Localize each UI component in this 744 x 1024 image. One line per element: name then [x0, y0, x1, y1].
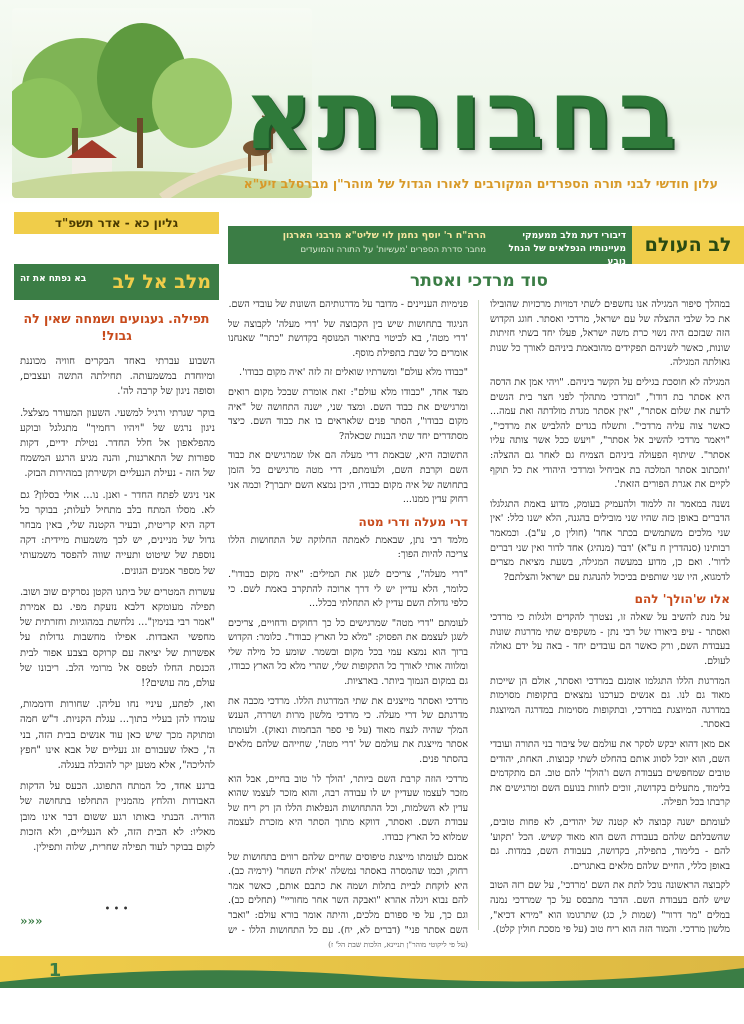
- article-paragraph: לעומתם "דרי מטה" שמרגישים כל כך רחוקים ודחויים, צריכים לשגן לעצמם את הפסוק: "מלא כל הארץ כבודו". כלומר: הקדוש ברוך הוא נמצא עמי בכל מקום ובשמר. שומע כל מילה שלי ומלווה אותי לאורך כל התקופות שלי, שהרי מלא כל הארץ כבודו, גם במקום הנמוך ביותר. בארציות.: [228, 617, 468, 688]
- article-paragraph: נשנה במאמר זה ללמוד ולהעמיק בעומק, מדוע באמת התגלגלו הדברים באופן כזה שהיו שני מובילים בהגנה, הלא ישנו כלל: 'אין שני מלכים משתמשים בכתר אחד' (חולין ס, ע"ב). וכמאמר רבותינו (סנהדרין ח ע"א) 'דבר (מנהיג) אחד לדור ואין שני דברים לדור'. ואם כן, מדוע במעשה המגילה, בשעת מציאת מצרים לדמגוא, היו שני שותפים בכיכול להנהגת עם ישראל והצלתם?: [490, 498, 730, 583]
- section-heading: דרי מעלה ודרי מטה: [358, 514, 468, 529]
- side-paragraph: עשרות המטרים של ביתנו הקטן נסרקים שוב ושוב. תפילה מעומקא דלבא נזעקת מפי. גם אמירת "אמר רבי בנימין"... נלחשת במהוגיות וחזרתית של מחפשי האבדות. אפילו מחשבות גדולות על אפשרות של יציאה עם קרוקס בצבע אפור לבית הכנסת החלו לטפס אל מרומי הלב. ריבונו של עולם, מה עושים?!: [20, 586, 215, 690]
- article-paragraph: "כבודו מלא עולם" ומשרתיו שואלים זה לזה 'איה מקום כבודו'.: [239, 367, 468, 379]
- column-divider: [478, 300, 479, 930]
- masthead-subtitle: עלון חודשי לבני תורה הספרדים המקורבים לאורו הגדול של מוהר"ן מברסלב זיע"א: [243, 176, 718, 191]
- side-story-body: [20, 354, 215, 904]
- article-paragraph: פנימיות העניינים - מדובר על מדרגותיהם השונות של עובדי השם.: [228, 299, 468, 310]
- article-paragraph: מרדכי ואסתר מייצגים את שתי המדרגות הללו. מרדכי מכבה את מדרגתם של דרי מעלה. כי מרדכי מלשון מרות ושררה, הענש המלך שהיה לנצח מאוד (על פי ספר הבחמות ונאוק). ולעומתו אסתר מייצגת את עולמם של 'דרי מטה', שחייהם שלהם מלאים בהסתר פנים.: [228, 695, 468, 766]
- masthead-header: [0, 0, 744, 205]
- author-subtitle: מחבר סדרת הספרים 'מעשיות' על התורה והמועדים: [300, 245, 486, 255]
- masthead-title: בחבורתא: [243, 59, 681, 171]
- article-paragraph: לקבוצה הראשונה נוכל לתת את השם 'מרדכי', על שם רזה הטוב שיש להם בעבודת השם. הדבר מתבסס על כך שמרדכי נמנה במלים "מר דרור" (שמות ל, כג) שתרגומו הוא "מירא דכיא", מלשון מרדכי. והמור הזה הוא ריח טוב (על פי מסכת חולין קלט).: [490, 880, 730, 936]
- side-column-title: מלב אל לב: [112, 271, 211, 293]
- lev-haolam-author: [236, 229, 486, 257]
- article-paragraph: המדרגות הללו התגלמו אומנם במרדכי ואסתר, אולם הן שייכות מאוד גם לנו. גם אנשים כערכנו נמצאים בתקופות מסוימות במדרגה המיוצגת במרדכי, ובתקופות מסוימות במדרגה המיוצגת באסתר.: [490, 675, 730, 731]
- article-paragraph: אמנם לעומתו מייצגת טיפוסים שחיים שלהם רווים בתחושות של רחוק, וכמו שהמסרה באסתר נמשלה 'אילת השחר' (ירמיה כב). היא לוקחת לביית בתלות ושמה את כתבם אותם, כאשר אמר להם נבוא ויגלה אהרא "ואבקה השר אחר מחוריי" (תחלים כב). וגם כך, על פי ספורם מלכים, והיתה אומר בורא עולם: "ואבר השם אסתר פני" (דברים לא, יח). עם כל התחושות הללו - יש: [228, 851, 468, 936]
- continue-arrows: «««: [20, 914, 43, 928]
- side-paragraph: אני ניגש לפתח החדר - ואנן. נו... אולי בסלון? גם לא. מסלו המתח בלב מתחיל לעלות; בבוקר כל דקה היא קריטית, ובעיר הקטנה שלי, באין מבחר גדול של מניינים, יש לכך משמעות מיידית: דקה נוספת של שיטוט ותעייה שווה להפסד משמעותי של מספר אמנים הגונים.: [20, 489, 215, 577]
- lev-haolam-bar: [228, 226, 744, 267]
- article-column-left: [228, 298, 468, 938]
- article-column-right: [490, 298, 730, 938]
- article-paragraph: מלמד רבי נתן, שבאמת לאמתה החלוקה של התחושות הללו צריכה להיות הפוך:: [228, 534, 468, 561]
- side-column-header: [14, 264, 219, 300]
- article-paragraph: התשובה היא, שבאמת דרי מעלה הם אלו שמרגישים את כבוד השם וקרבת השם, ולעומתם, דרי מטה מרגישים כל הזמן בתחושה של איה מקום כבודו, היכן נמצא השם יתברך? וכמה אני רחוק עדין ממנו...: [228, 450, 468, 506]
- article-paragraph: מצד אחד, "כבודו מלא עולם": זאת אומרת שבכל מקום רואים ומרגישים את כבוד השם. ומצד שני, ישנה התחושה של "איה מקום כבודו", הסתר פנים שלאראים בו את כבוד השם. כיצד מסתדרים יחד שתי הבנות שכאלה?: [228, 386, 468, 442]
- end-dots: • • •: [104, 904, 129, 915]
- section-heading: אלו ש'הולך' להם: [634, 592, 730, 607]
- article-paragraph: הניגוד בתחושות שיש בין הקבוצה של 'דרי מעלה' לקבוצה של 'דרי מטה', בא לביטוי בתיאור המנוסף בקדושת "כתר" שאנחנו אומרים כל שבת בתפילת מוסף.: [228, 318, 468, 359]
- footer-wave: [0, 962, 744, 988]
- side-column-subtitle: בא נפתח את זה: [20, 274, 87, 284]
- article-footnote: (על פי ליקוטי מוהר"ן תניינא, הלכות שבת הל' ז): [328, 940, 468, 949]
- side-paragraph: השבוע עברתי באחד הבקרים חוויה מכוננת ומיוחדת במשמעותה. תחילתה התשה ועצבים, וסופה ניגון של קרבה לה'.: [20, 356, 215, 398]
- article-paragraph: במהלך סיפור המגילה אנו נחשפים לשתי דמויות מרכזיות שהובילו את כל שלבי ההצלה של עם ישראל, מרדכי ואסתר. חוגג הקדוש הזה שבזכם היה נשוי כרת משה ישראל, פעלו יחד בשתי חזיתות שונות, כאשר לשניהם תפקידים מהובאמת ביניהם לאורך כל שנות גאולתה המגילה.: [490, 299, 730, 369]
- page-number: 1: [48, 960, 62, 981]
- main-article: [228, 268, 730, 958]
- side-paragraph: ברגע אחד, כל המתח התפוגג. הכעס על הדקות האבודות והלחץ מהמניין התחלפו בתחושה של הודיה. הבנתי באותו רגע ששום דבר אינו מובן מאליו: לא הבית הזה, לא הנעליים, ולא הזכות לקום בבוקר לעוד תפילה שחרית, שלוה ותפילין.: [20, 781, 215, 854]
- article-paragraph: "דרי מעלה", צריכים לשגן את המילים: "איה מקום כבודו". כלומר, הלא עדיין יש לי דרך ארוכה להתקרב באמת לשם. כי כלפי גדולת השם עדיין לא התחלתי בכלל...: [228, 568, 468, 610]
- side-paragraph: ואז, לפתע, עיניי נחו עליהן. שחורות ודוממות, עומדו להן בעליי בתוך... עגלת הקניות. ד"ש חמה ומתוקה מכך שיש כאן עוד אנשים בבית הזה, בני ה', כאלו שעבורם זוג נעליים של אבא אינו "חפץ להליכה", אלא מטען יקר להובלה בעגלה.: [20, 699, 215, 772]
- lev-haolam-description: דיבורי דעת מלב ממעמקי מעיינותיו הנפלאים של הנחל נובע: [508, 231, 626, 267]
- article-paragraph: המגילה לא חוסכת בגילים על הקשר ביניהם. "ויהי אמן את הדסה היא אסתר בת דודו", "ומרדכי מתהלך לפני חצר בית הנשים לדעת את שלום אסתר", "אין אסתר מגדת מולדתה ואת עמה... כאשר צוה עליה מרדכי". ותשלח בגדים להלביש את מרדכי", "ויאמר מרדכי להשיב אל אסתר", "ויעש ככל אשר צותה עליו אסתר". שיתוף הפעולה ביניהם הצמיח גם לאחר גם ההצלה: 'ותכתוב אסתר המלכה בת אביחיל ומרדכי היהודי את כל תוקף לקיים את אגרת הפורים הזאת'.: [490, 376, 730, 491]
- side-column: [14, 264, 219, 954]
- author-name: הרה"ח ר' יוסף נחמן לוי שליט"א מרבני הארגון: [282, 230, 486, 241]
- lev-haolam-label: לב העולם: [632, 226, 744, 264]
- article-paragraph: אם מאן דהוא יבקש לסקר את עולמם של ציבור בני התורה ועובדי השם, הוא יוכל לסווג אותם בהחלט לשתי קבוצות. האחת, יהודים טובים שמחפשים בעבודת השם ו'הולך' להם טוב. הם מתקדמים בלימוד, מתעלים בקדושה, זוכים לחוות בנועם השם ומרגישים את קרבתו בכל תפילה.: [490, 739, 730, 809]
- article-title: סוד מרדכי ואסתר: [409, 271, 548, 291]
- article-paragraph: על מנת להשיב על שאלה זו, נצטרך להקדים ולגלות כי מרדכי ואסתר - עיפ ביאורו של רבי נתן - משקפים שתי מדרגות שונות בעבודת השם, ורק כאשר הם עובדים יחד - באה על ידם גאולה לעולם.: [490, 612, 730, 668]
- article-paragraph: לעומתם ישנה קבוצה לא קטנה של יהודים, לא פחות טובים, שהשבלתם שלהם בעבודת השם הוא מאוד קשיש. הכל 'תקוע' להם - בלימוד, בתפילה, בקדושה, בעבודת השם, במדות. גם באופן כללי, החיים שלהם מלאים באתגרים.: [490, 817, 730, 872]
- article-paragraph: מרדכי הוזה קרבת השם ביותר, 'הולך לו' טוב בחיים, אבל הוא מזכר לעצמו שעדיין יש לו עבודה רבה, והוא מזכר לעצמו שהוא עדין לא השלמות, וכל ההתחושות הנפלאות הללו הן רק ריח של עבודת השם. ואסתר, דווקא מתוך הסתר היא מזכרת לעצמה שמלוא כל הארץ כבודו.: [228, 773, 468, 843]
- page-footer: [0, 956, 744, 1024]
- side-story-title: תפילה. געגועים ושמחה שאין לה גבול!: [23, 311, 210, 343]
- side-paragraph: בוקר שגרתי ורגיל למשעי. השעון המעורר מצלצל. ניגון נרגש של "ויהיו רחמיך" מתגלגל ובוקע מהפלאפון אל חלל החדר. נטילת ידיים, דקות ספורות של התארגנות, והנה מגיע הרגע המשמח של הזה - נעילת הנעליים וקשירתן במהירות הבזק.: [20, 407, 215, 480]
- issue-label: גליון כא - אדר תשפ"ד: [14, 212, 219, 234]
